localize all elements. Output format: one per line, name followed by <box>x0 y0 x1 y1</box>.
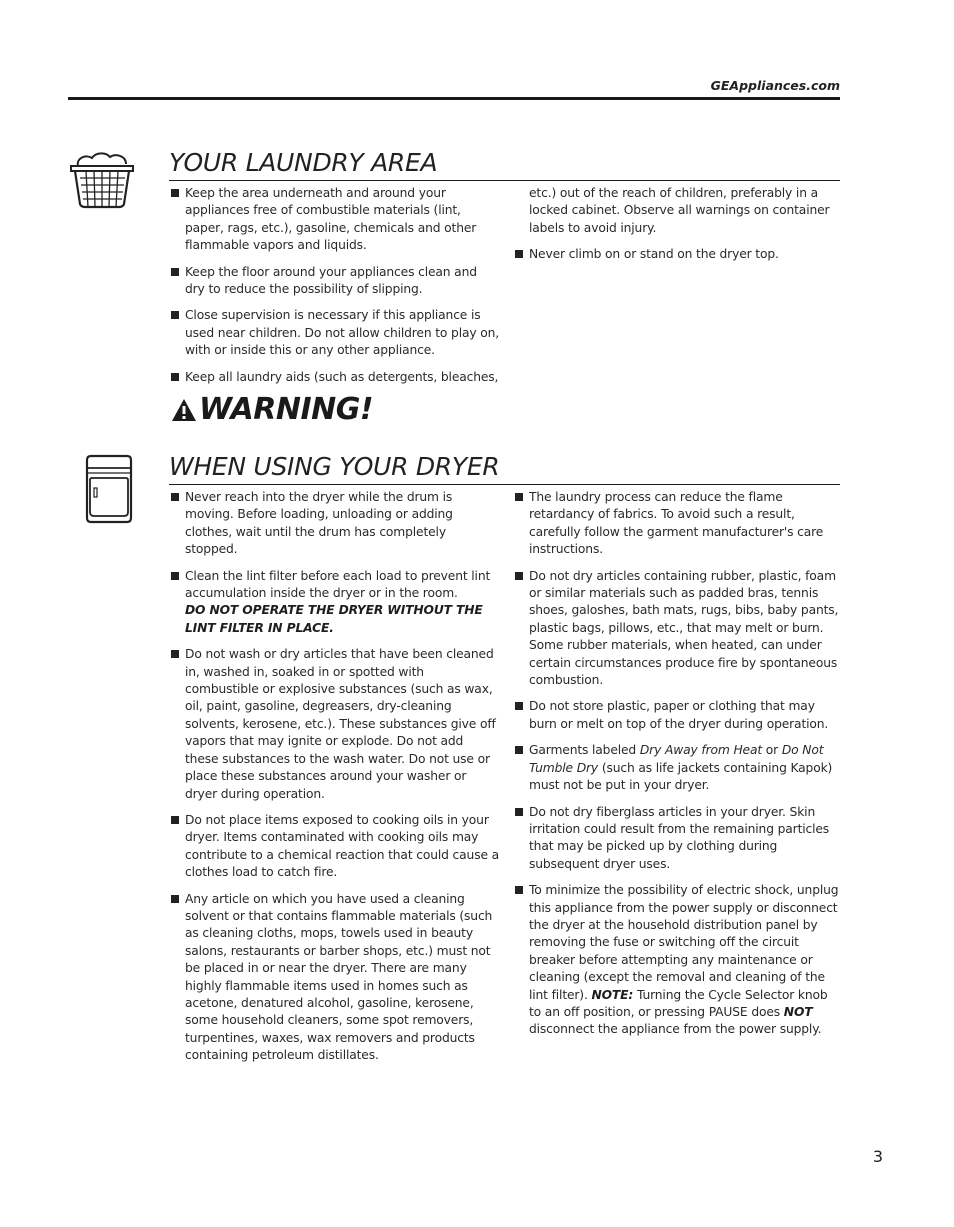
list-item-continued: etc.) out of the reach of children, preferably in a locked cabinet. Observe all warnings on container labels to avoid injury. <box>529 186 830 235</box>
list-item-text: Clean the lint filter before each load to prevent lint accumulation inside the dryer or in the room. <box>185 568 491 601</box>
list-item: Do not dry articles containing rubber, plastic, foam or similar materials such as padded bras, tennis shoes, galoshes, bath mats, rugs, bibs, baby pants, plastic bags, pillows, etc., that may melt or burn. Some rubber materials, when heated, can under certain circumstances produce fire by spontaneous combustion. <box>514 568 842 690</box>
list-item: Do not place items exposed to cooking oils in your dryer. Items contaminated with cooking oils may contribute to a chemical reaction that could cause a clothes load to catch fire. <box>170 812 500 882</box>
list-item: Keep all laundry aids (such as detergents, bleaches, <box>170 369 500 386</box>
list-item: Close supervision is necessary if this appliance is used near children. Do not allow children to play on, with or inside this or any other appliance. <box>170 307 500 359</box>
section-rule-dryer <box>169 484 840 485</box>
list-item: Never reach into the dryer while the drum is moving. Before loading, unloading or adding clothes, wait until the drum has completely stopped. <box>170 489 500 559</box>
laundry-left-column <box>170 185 500 395</box>
section-title-laundry: YOUR LAUNDRY AREA <box>169 148 438 177</box>
list-item: Keep the floor around your appliances clean and dry to reduce the possibility of slipping. <box>170 264 500 299</box>
list-item: Do not dry fiberglass articles in your dryer. Skin irritation could result from the remaining particles that may be picked up by clothing during subsequent dryer uses. <box>514 804 842 874</box>
dryer-left-column <box>170 489 500 1074</box>
list-item-text: disconnect the appliance from the power supply. <box>529 1022 822 1037</box>
list-item: Any article on which you have used a cleaning solvent or that contains flammable materials (such as cleaning cloths, mops, towels used in beauty salons, restaurants or barber shops, etc.) must not be placed in or near the dryer. There are many highly flammable items used in homes such as acetone, denatured alcohol, gasoline, kerosene, some household cleaners, some spot removers, turpentines, waxes, wax removers and products containing petroleum distillates. <box>170 891 500 1065</box>
dryer-right-column <box>514 489 842 1048</box>
list-item: Keep the area underneath and around your appliances free of combustible materials (lint, paper, rags, etc.), gasoline, chemicals and other flammable vapors and liquids. <box>170 185 500 255</box>
list-item: Do not wash or dry articles that have been cleaned in, washed in, soaked in or spotted with combustible or explosive substances (such as wax, oil, paint, gasoline, degreasers, dry-cleaning solvents, kerosene, etc.). These substances give off vapors that may ignite or explode. Do not add these substances to the wash water. Do not use or place these substances around your washer or dryer during operation. <box>170 646 500 803</box>
list-item: Never climb on or stand on the dryer top. <box>514 246 840 263</box>
laundry-right-column <box>514 185 840 273</box>
page-number: 3 <box>872 1147 883 1166</box>
section-rule-laundry <box>169 180 840 181</box>
site-url: GEAppliances.com <box>710 78 840 93</box>
header-rule <box>68 97 840 100</box>
note-label: NOTE: <box>591 987 634 1002</box>
list-item-text: Turning the Cycle Selector knob to an off position, or pressing PAUSE does <box>529 987 828 1019</box>
list-item <box>170 568 500 638</box>
warning-label: WARNING! <box>199 392 374 427</box>
list-item-emphasis: NOT <box>783 1004 813 1019</box>
list-item: The laundry process can reduce the flame retardancy of fabrics. To avoid such a result, carefully follow the garment manufacturer's care instructions. <box>514 489 842 559</box>
list-item-text: (such as life jackets containing Kapok) must not be put in your dryer. <box>529 760 833 793</box>
list-item <box>514 742 842 794</box>
list-item-text: or <box>765 743 779 758</box>
list-item-text: To minimize the possibility of electric shock, unplug this appliance from the power supply or disconnect the dryer at the household distribution panel by removing the fuse or switching off the circuit breaker before attempting any maintenance or cleaning (except the removal and cleaning of the lint filter). <box>529 883 839 1002</box>
dryer-icon <box>83 454 135 524</box>
list-item: Do not store plastic, paper or clothing that may burn or melt on top of the dryer during operation. <box>514 698 842 733</box>
list-item-emphasis: DO NOT OPERATE THE DRYER WITHOUT THE LINT FILTER IN PLACE. <box>185 603 483 635</box>
warning-heading <box>171 392 373 427</box>
laundry-basket-icon <box>68 152 136 210</box>
list-item-italic: Do Not Tumble Dry <box>529 743 824 775</box>
list-item-italic: Dry Away from Heat <box>639 743 763 758</box>
section-title-dryer: WHEN USING YOUR DRYER <box>169 452 500 481</box>
warning-triangle-icon <box>171 398 197 422</box>
list-item-text: Garments labeled <box>529 743 637 758</box>
list-item <box>514 882 842 1039</box>
